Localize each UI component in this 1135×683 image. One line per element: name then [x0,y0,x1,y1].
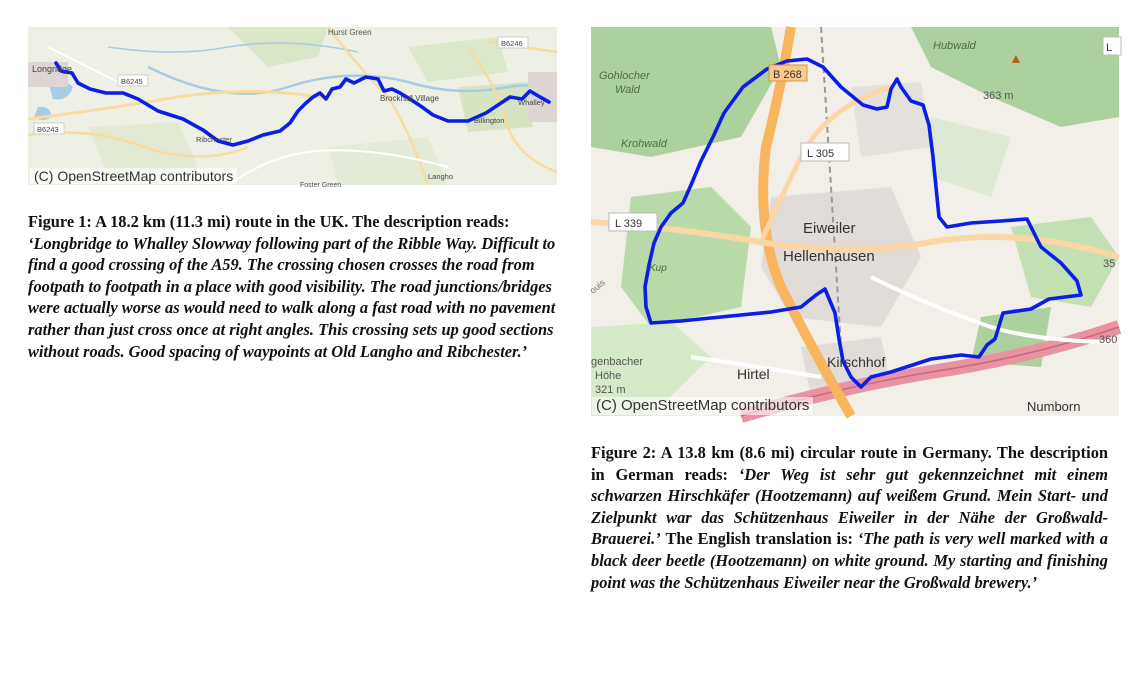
label-edge35: 35 [1103,258,1116,270]
map-attribution: (C) OpenStreetMap contributors [592,397,813,415]
label-hoehe: Höhe [595,370,622,382]
label-langho: Langho [428,172,454,181]
label-hurst-green: Hurst Green [328,28,372,37]
label-ribchester: Ribchester [196,135,232,144]
label-b6245: B6245 [121,77,143,86]
label-edge360: 360 [1099,334,1118,346]
figure2-caption-mid: The English translation is: [665,529,853,549]
figure2-map [587,27,1119,416]
peak-triangle-icon: ▲ [1009,50,1023,66]
map-attribution: (C) OpenStreetMap contributors [30,168,237,184]
figure1-map [28,27,557,189]
label-b268: B 268 [773,69,802,81]
label-eiweiler: Eiweiler [803,220,856,237]
figure2-caption [591,442,1108,593]
label-billington: Billington [474,116,505,125]
figure1-caption [28,211,560,362]
label-foster-green: Foster Green [300,182,342,189]
label-gohlocher: Gohlocher [599,70,650,82]
label-alt321: 321 m [595,384,626,396]
label-kirschhof: Kirschhof [827,354,886,370]
label-l305: L 305 [807,148,835,160]
label-kup: Kup [649,263,667,274]
label-hubwald: Hubwald [933,40,976,52]
figure2-caption-label: Figure 2: A 13.8 km (8.6 mi) circular route in Germany. The description in German reads: [591,443,1108,484]
figure1-caption-label: Figure 1: A 18.2 km (11.3 mi) route in the UK. The description reads: [28,212,510,231]
label-genbacher: genbacher [591,356,643,368]
label-longridge: Longridge [32,64,73,74]
figure2-map-canvas [587,27,1119,416]
label-l-edge: L [1106,42,1113,54]
label-hellenhausen: Hellenhausen [783,248,875,265]
label-whalley: Whalley [518,98,545,107]
label-ouis: ouis [587,277,607,296]
label-brockhall: Brockhall Village [380,94,439,103]
label-wald: Wald [615,84,640,96]
label-b6243: B6243 [37,125,59,134]
figure2-caption-quote-de: ‘Der Weg ist sehr gut gekennzeichnet mit einem schwarzen Hirschkäfer (Hootzemann) auf weißem Grund. Mein Start- und Zielpunkt war das Schützenhaus Eiweiler in der Nähe der Großwald-Brauerei.’ [591,464,1109,549]
label-alt363: 363 m [983,90,1014,102]
label-l339: L 339 [615,218,643,230]
figure2-caption-quote-en: ‘The path is very well marked with a black deer beetle (Hootzemann) on white ground. My starting and finishing point was the Schützenhaus Eiweiler near the Großwald brewery.’ [591,529,1108,592]
figure1-caption-quote: ‘Longbridge to Whalley Slowway following part of the Ribble Way. Difficult to find a good crossing of the A59. The crossing chosen crosses the road from footpath to footpath in a place with good visibility. The road junctions/bridges were actually worse as would need to walk along a fast road with no pavement rather than just cross once at right angles. This crossing sets up good sections without roads. Good spacing of waypoints at Old Langho and Ribchester.’ [28,233,556,361]
label-b6246: B6246 [501,39,523,48]
label-hirtel: Hirtel [737,366,770,382]
figure1-map-canvas [28,27,557,189]
label-krohwald: Krohwald [621,138,667,150]
label-numborn: Numborn [1027,399,1081,414]
